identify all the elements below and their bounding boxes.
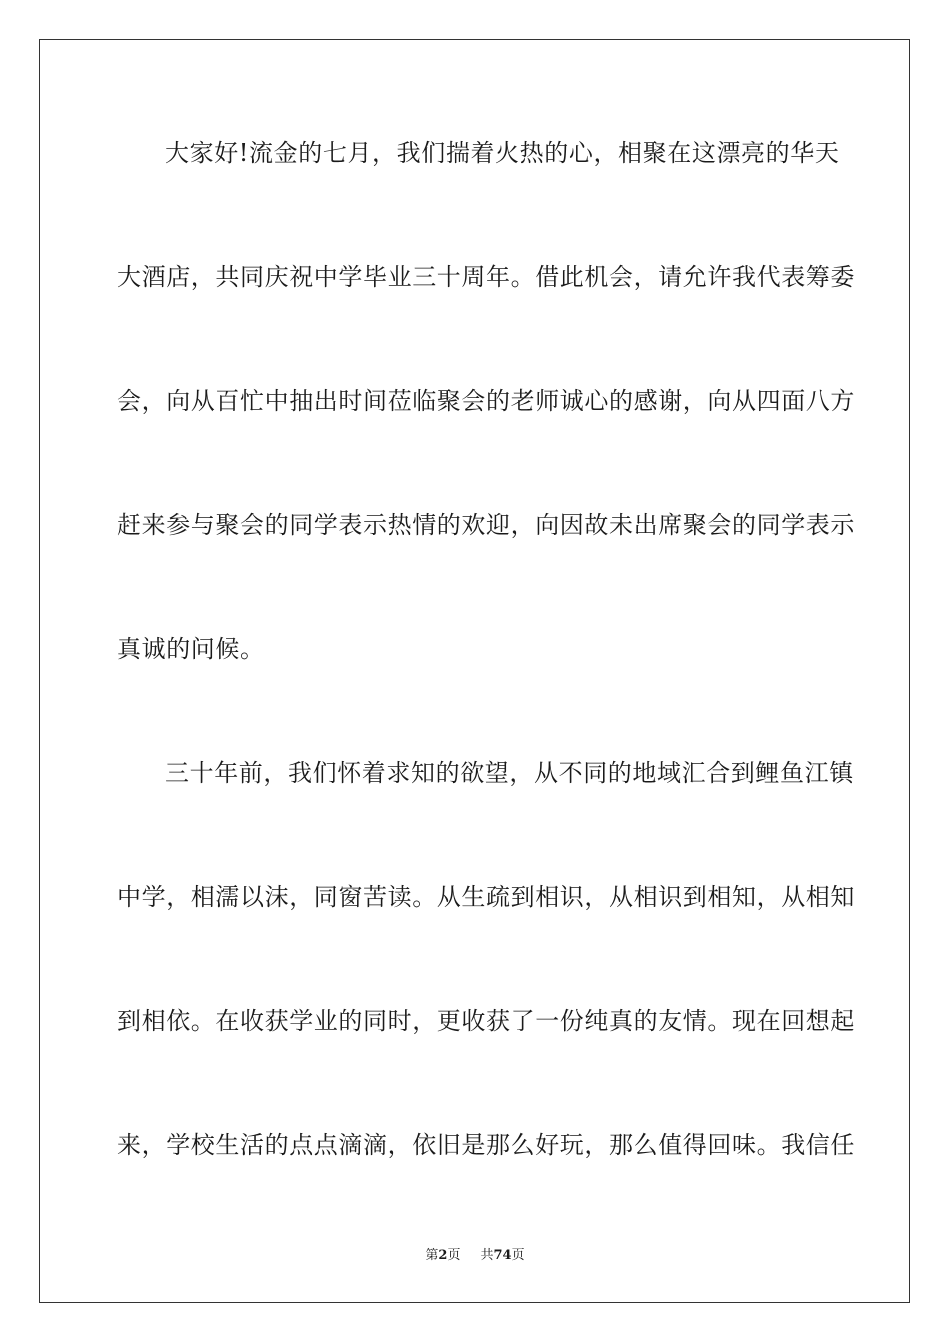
paragraph-2-line-4: 来，学校生活的点点滴滴，依旧是那么好玩，那么值得回味。我信任: [117, 1131, 855, 1159]
page-prefix: 第: [425, 1248, 439, 1263]
page-border: [39, 39, 910, 1303]
paragraph-1-line-2: 大酒店，共同庆祝中学毕业三十周年。借此机会，请允许我代表筹委: [117, 263, 855, 291]
paragraph-1-line-5: 真诚的问候。: [117, 635, 265, 663]
paragraph-1-line-1: 大家好!流金的七月，我们揣着火热的心，相聚在这漂亮的华天: [165, 139, 840, 167]
total-suffix: 页: [511, 1248, 525, 1263]
total-page-count: 74: [493, 1248, 512, 1263]
current-page-number: 2: [438, 1248, 448, 1263]
paragraph-2-line-3: 到相依。在收获学业的同时，更收获了一份纯真的友情。现在回想起: [117, 1007, 855, 1035]
paragraph-1-line-4: 赶来参与聚会的同学表示热情的欢迎，向因故未出席聚会的同学表示: [117, 511, 855, 539]
total-prefix: 共: [480, 1248, 494, 1263]
paragraph-2-line-2: 中学，相濡以沫，同窗苦读。从生疏到相识，从相识到相知，从相知: [117, 883, 855, 911]
page-footer: [0, 1248, 950, 1264]
paragraph-2-line-1: 三十年前，我们怀着求知的欲望，从不同的地域汇合到鲤鱼江镇: [165, 759, 854, 787]
paragraph-1-line-3: 会，向从百忙中抽出时间莅临聚会的老师诚心的感谢，向从四面八方: [117, 387, 855, 415]
page-suffix: 页: [447, 1248, 461, 1263]
